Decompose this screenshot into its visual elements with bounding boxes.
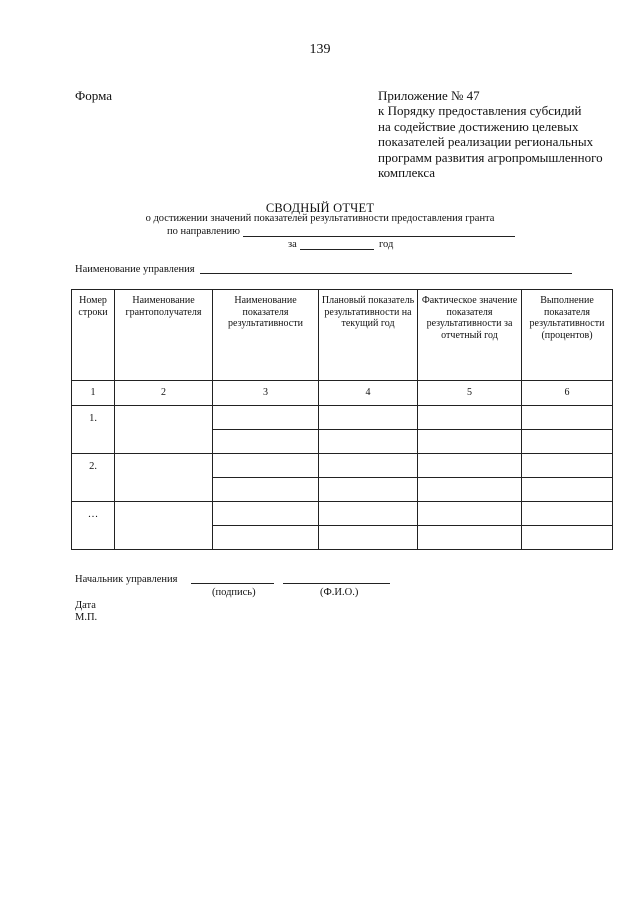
- appendix-line: программ развития агропромышленного: [378, 149, 603, 165]
- grantee-cell[interactable]: [115, 454, 213, 502]
- report-subtitle: о достижении значений показателей результативности предоставления гранта: [145, 213, 495, 224]
- table-cell[interactable]: [418, 478, 522, 502]
- appendix-line: показателей реализации региональных: [378, 134, 594, 150]
- table-cell[interactable]: [418, 454, 522, 478]
- table-cell[interactable]: [213, 454, 319, 478]
- header-indicator-name: Наименование показателя результативности: [213, 290, 319, 381]
- row-number: …: [72, 502, 115, 550]
- row-number: 1.: [72, 406, 115, 454]
- period-blank-line: [300, 249, 374, 250]
- date-label: Дата: [75, 600, 96, 611]
- column-number: 4: [319, 381, 418, 406]
- column-number: 3: [213, 381, 319, 406]
- column-number: 6: [522, 381, 613, 406]
- header-row: [72, 290, 613, 381]
- column-number: 1: [72, 381, 115, 406]
- table-cell[interactable]: [418, 430, 522, 454]
- table-row: [72, 454, 613, 478]
- grantee-cell[interactable]: [115, 406, 213, 454]
- direction-blank-line: [243, 236, 515, 237]
- table-cell[interactable]: [522, 406, 613, 430]
- signature-line: [191, 583, 274, 584]
- table-cell[interactable]: [522, 430, 613, 454]
- table-cell[interactable]: [213, 478, 319, 502]
- department-blank-line: [200, 273, 572, 274]
- appendix-line: Приложение № 47: [378, 88, 480, 103]
- table-cell[interactable]: [522, 478, 613, 502]
- header-actual-value: Фактическое значение показателя результативности за отчетный год: [418, 290, 522, 381]
- column-number: 2: [115, 381, 213, 406]
- period-suffix: год: [379, 239, 394, 250]
- table-cell[interactable]: [319, 478, 418, 502]
- table-cell[interactable]: [213, 430, 319, 454]
- table-cell[interactable]: [319, 406, 418, 430]
- period-prefix: за: [288, 239, 297, 250]
- table-cell[interactable]: [213, 502, 319, 526]
- table-cell[interactable]: [522, 526, 613, 550]
- direction-label: по направлению: [167, 226, 240, 237]
- table-cell[interactable]: [319, 454, 418, 478]
- appendix-line: на содействие достижению целевых: [378, 118, 579, 134]
- report-title: СВОДНЫЙ ОТЧЕТ: [265, 201, 375, 215]
- header-grantee: Наименование грантополучателя: [115, 290, 213, 381]
- fio-caption: (Ф.И.О.): [320, 587, 359, 598]
- table-cell[interactable]: [522, 502, 613, 526]
- page-number: 139: [309, 42, 331, 57]
- grantee-cell[interactable]: [115, 502, 213, 550]
- table-cell[interactable]: [522, 454, 613, 478]
- signature-caption: (подпись): [212, 587, 256, 598]
- form-label: Форма: [75, 88, 112, 103]
- department-label: Наименование управления: [75, 264, 195, 275]
- table-cell[interactable]: [213, 526, 319, 550]
- table-cell[interactable]: [418, 526, 522, 550]
- appendix-block: [378, 88, 628, 180]
- table-cell[interactable]: [213, 406, 319, 430]
- fio-line: [283, 583, 390, 584]
- appendix-line: комплекса: [378, 165, 436, 181]
- appendix-line: к Порядку предоставления субсидий: [378, 103, 582, 119]
- table-cell[interactable]: [319, 430, 418, 454]
- stamp-label: М.П.: [75, 612, 98, 623]
- header-row-number: Номер строки: [72, 290, 115, 381]
- chief-label: Начальник управления: [75, 574, 178, 585]
- report-table: [71, 289, 613, 550]
- table-row: [72, 502, 613, 526]
- table-cell[interactable]: [418, 502, 522, 526]
- table-cell[interactable]: [319, 526, 418, 550]
- header-planned-value: Плановый показатель результативности на текущий год: [319, 290, 418, 381]
- table-cell[interactable]: [418, 406, 522, 430]
- header-completion: Выполнение показателя результативности (процентов): [522, 290, 613, 381]
- column-number-row: [72, 381, 613, 406]
- table-cell[interactable]: [319, 502, 418, 526]
- row-number: 2.: [72, 454, 115, 502]
- column-number: 5: [418, 381, 522, 406]
- table-row: [72, 406, 613, 430]
